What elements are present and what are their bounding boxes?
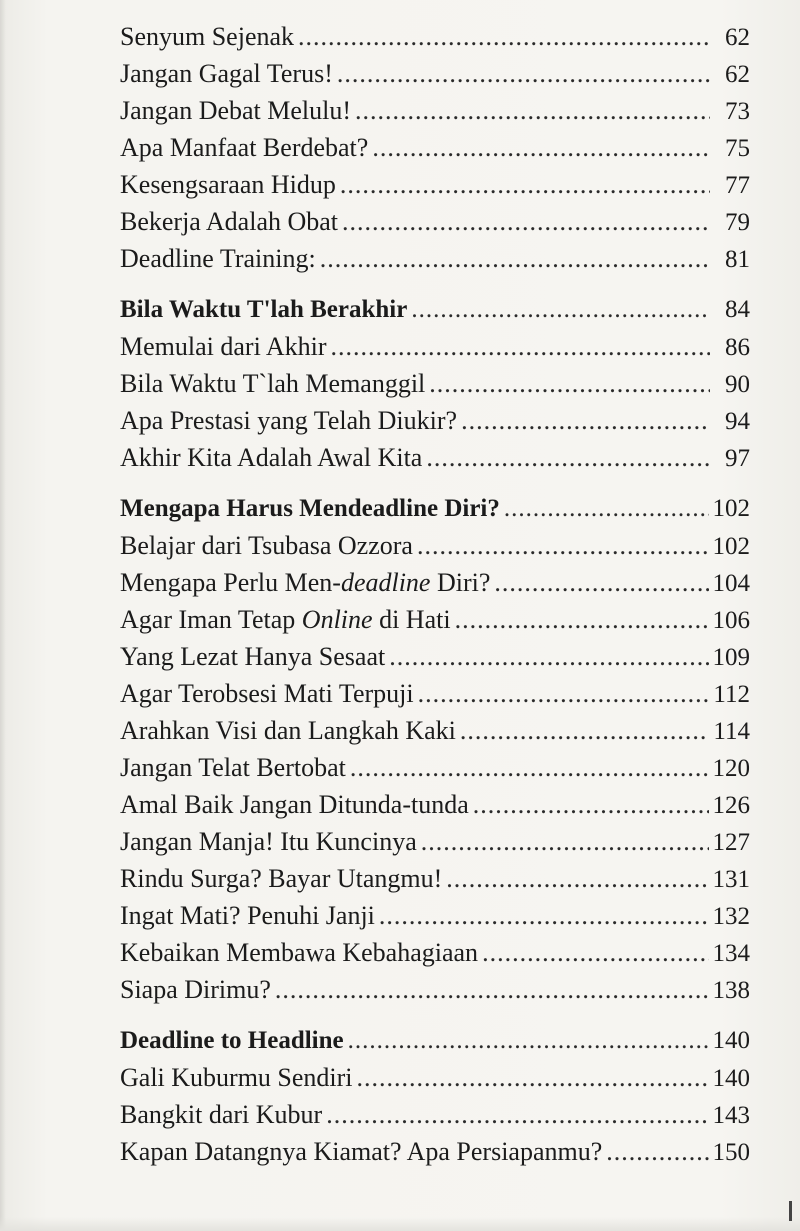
toc-entry-page: 138 <box>712 977 750 1004</box>
toc-entry-title: Apa Prestasi yang Telah Diukir? <box>120 406 458 435</box>
toc-entry-title: Ingat Mati? Penuhi Janji <box>120 901 375 930</box>
dot-leader <box>429 365 710 402</box>
toc-entry-page: 126 <box>712 792 750 819</box>
toc-entry-title: Kesengsaraan Hidup <box>120 170 336 199</box>
section-spacer <box>120 1008 750 1022</box>
toc-entry-title: Gali Kuburmu Sendiri <box>120 1063 353 1092</box>
toc-entry <box>120 823 750 860</box>
toc-entry <box>120 1133 750 1170</box>
title-suffix: di Hati <box>372 605 451 634</box>
toc-section-page: 102 <box>712 495 750 522</box>
dot-leader <box>494 564 708 601</box>
toc-entry-page: 109 <box>712 644 750 671</box>
toc-entry <box>120 564 750 601</box>
toc-entry <box>120 601 750 638</box>
toc-entry-title: Jangan Debat Melulu! <box>120 96 352 125</box>
dot-leader <box>421 823 709 860</box>
toc-section-page: 140 <box>712 1027 750 1054</box>
toc-entry-page: 134 <box>712 940 750 967</box>
page-bottom-edge <box>0 1217 800 1231</box>
toc-entry <box>120 860 750 897</box>
toc-entry-page: 131 <box>712 866 750 893</box>
toc-entry-page: 79 <box>725 209 750 236</box>
toc-section-title: Bila Waktu T'lah Berakhir <box>120 296 408 323</box>
toc-entry <box>120 971 750 1008</box>
toc-entry <box>120 1096 750 1133</box>
dot-leader <box>326 1096 708 1133</box>
toc-entry-title: Apa Manfaat Berdebat? <box>120 133 369 162</box>
dot-leader <box>350 749 709 786</box>
toc-entry-title: Deadline Training: <box>120 244 316 273</box>
dot-leader <box>340 166 710 203</box>
toc-entry <box>120 638 750 675</box>
toc-entry-page: 62 <box>725 61 750 88</box>
toc-entry-page: 140 <box>712 1065 750 1092</box>
title-suffix: Diri? <box>430 568 491 597</box>
toc-entry-title: Akhir Kita Adalah Awal Kita <box>120 443 423 472</box>
toc-entry-title: Jangan Gagal Terus! <box>120 59 333 88</box>
toc-entry <box>120 92 750 129</box>
toc-entry-title: Bila Waktu T`lah Memanggil <box>120 369 426 398</box>
dot-leader <box>411 291 710 328</box>
toc-entry <box>120 749 750 786</box>
toc-entry-page: 73 <box>725 98 750 125</box>
toc-entry-page: 150 <box>712 1139 750 1166</box>
table-of-contents <box>120 18 750 1170</box>
title-italic: deadline <box>340 568 431 597</box>
dot-leader <box>357 1059 709 1096</box>
toc-entry-page: 97 <box>725 445 750 472</box>
dot-leader <box>446 860 708 897</box>
toc-entry-title: Senyum Sejenak <box>120 22 295 51</box>
dot-leader <box>320 240 710 277</box>
toc-section-page: 84 <box>725 296 750 323</box>
page-corner-mark <box>789 1201 792 1221</box>
toc-entry-page: 112 <box>713 681 750 708</box>
toc-entry-page: 132 <box>712 903 750 930</box>
dot-leader <box>298 18 710 55</box>
toc-entry <box>120 328 750 365</box>
toc-entry <box>120 402 750 439</box>
toc-entry <box>120 712 750 749</box>
dot-leader <box>417 527 709 564</box>
toc-entry-page: 94 <box>725 408 750 435</box>
toc-entry-title: Agar Terobsesi Mati Terpuji <box>120 679 414 708</box>
toc-entry <box>120 166 750 203</box>
toc-entry-title: Memulai dari Akhir <box>120 332 327 361</box>
toc-entry-title: Belajar dari Tsubasa Ozzora <box>120 531 413 560</box>
dot-leader <box>460 712 710 749</box>
dot-leader <box>379 897 709 934</box>
toc-entry <box>120 129 750 166</box>
toc-entry <box>120 527 750 564</box>
dot-leader <box>331 328 710 365</box>
toc-entry-title: Kapan Datangnya Kiamat? Apa Persiapanmu? <box>120 1137 603 1166</box>
toc-entry-page: 102 <box>712 533 750 560</box>
toc-entry <box>120 365 750 402</box>
dot-leader <box>355 92 710 129</box>
dot-leader <box>418 675 710 712</box>
toc-section-title: Deadline to Headline <box>120 1027 344 1054</box>
title-prefix: Mengapa Perlu Men- <box>120 568 341 597</box>
toc-entry-title <box>120 564 490 601</box>
dot-leader <box>337 55 710 92</box>
toc-entry-page: 143 <box>712 1102 750 1129</box>
toc-entry-page: 86 <box>725 334 750 361</box>
toc-entry <box>120 1059 750 1096</box>
toc-entry <box>120 786 750 823</box>
toc-entry-title: Yang Lezat Hanya Sesaat <box>120 642 386 671</box>
dot-leader <box>348 1022 709 1059</box>
toc-entry-page: 75 <box>725 135 750 162</box>
toc-entry <box>120 934 750 971</box>
toc-entry <box>120 897 750 934</box>
dot-leader <box>482 934 708 971</box>
toc-entry-title: Jangan Telat Bertobat <box>120 753 346 782</box>
dot-leader <box>504 490 709 527</box>
toc-entry <box>120 18 750 55</box>
toc-entry <box>120 240 750 277</box>
toc-entry-page: 81 <box>725 246 750 273</box>
toc-section-heading <box>120 490 750 527</box>
toc-entry-page: 62 <box>725 24 750 51</box>
dot-leader <box>606 1133 708 1170</box>
toc-entry-title: Siapa Dirimu? <box>120 975 271 1004</box>
dot-leader <box>372 129 710 166</box>
toc-entry-title: Arahkan Visi dan Langkah Kaki <box>120 716 456 745</box>
section-spacer <box>120 277 750 291</box>
dot-leader <box>275 971 709 1008</box>
toc-entry-page: 120 <box>712 755 750 782</box>
toc-section-title: Mengapa Harus Mendeadline Diri? <box>120 495 500 522</box>
dot-leader <box>455 601 709 638</box>
toc-entry-title: Bangkit dari Kubur <box>120 1100 323 1129</box>
dot-leader <box>342 203 710 240</box>
toc-section-heading <box>120 291 750 328</box>
toc-entry-title: Amal Baik Jangan Ditunda-tunda <box>120 790 469 819</box>
dot-leader <box>473 786 709 823</box>
toc-entry-page: 127 <box>712 829 750 856</box>
dot-leader <box>426 439 710 476</box>
dot-leader <box>389 638 708 675</box>
toc-entry <box>120 675 750 712</box>
toc-entry-page: 106 <box>712 607 750 634</box>
toc-section-heading <box>120 1022 750 1059</box>
toc-entry-page: 77 <box>725 172 750 199</box>
toc-entry-title <box>120 601 451 638</box>
toc-entry-title: Kebaikan Membawa Kebahagiaan <box>120 938 479 967</box>
toc-entry-title: Jangan Manja! Itu Kuncinya <box>120 827 417 856</box>
toc-entry-page: 90 <box>725 371 750 398</box>
toc-entry-page: 104 <box>712 570 750 597</box>
dot-leader <box>461 402 710 439</box>
page-gutter-shadow <box>0 0 6 1231</box>
toc-entry <box>120 203 750 240</box>
toc-entry-page: 114 <box>713 718 750 745</box>
title-prefix: Agar Iman Tetap <box>120 605 302 634</box>
toc-entry-title: Rindu Surga? Bayar Utangmu! <box>120 864 443 893</box>
section-spacer <box>120 476 750 490</box>
title-italic: Online <box>301 605 373 634</box>
toc-entry-title: Bekerja Adalah Obat <box>120 207 339 236</box>
toc-entry <box>120 439 750 476</box>
toc-entry <box>120 55 750 92</box>
